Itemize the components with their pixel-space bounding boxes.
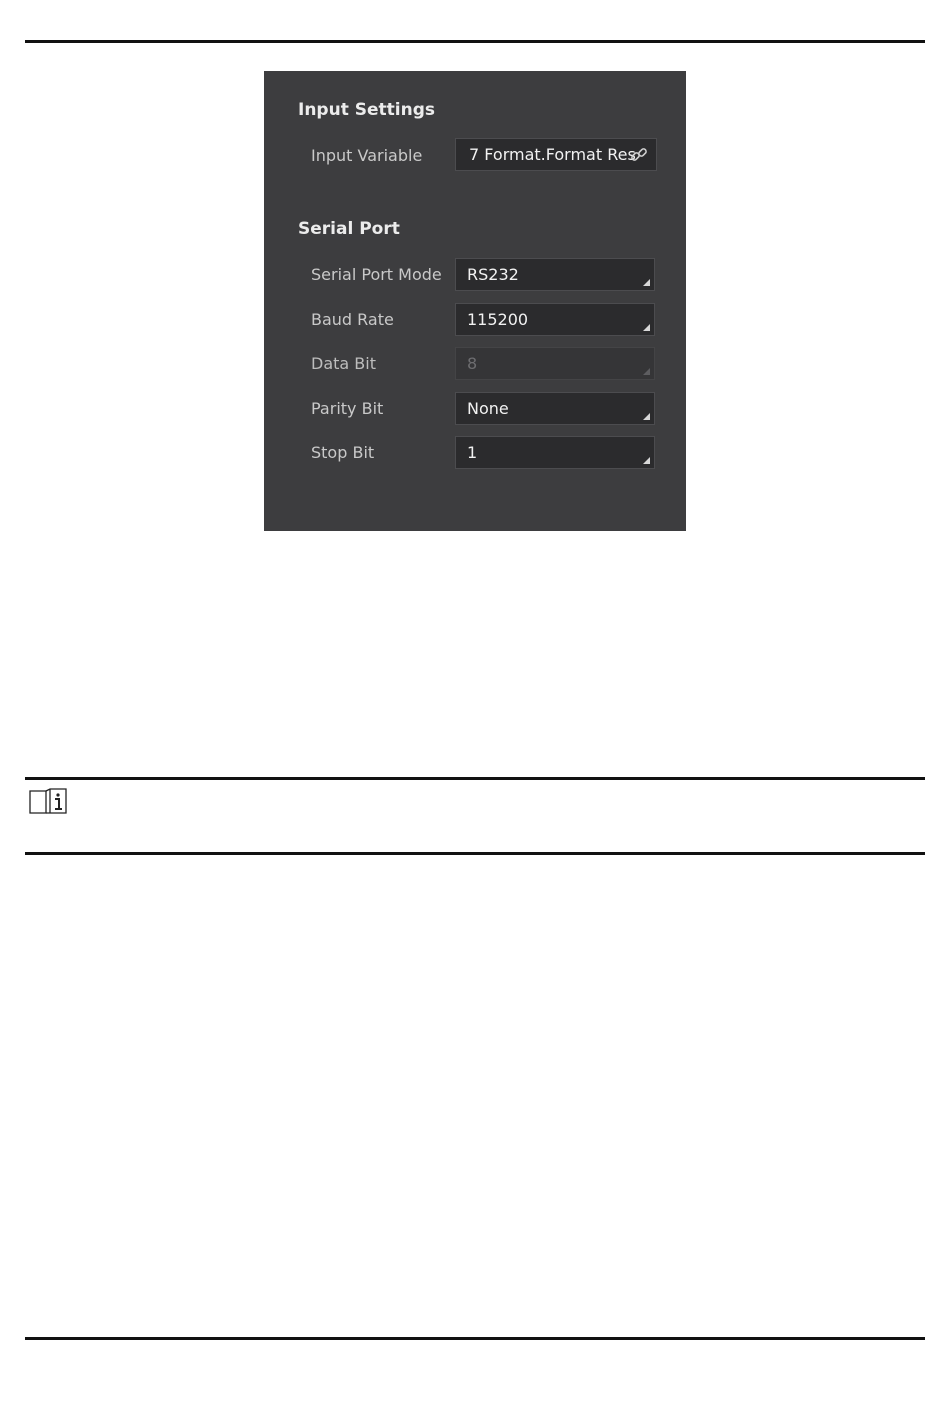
data-bit-select xyxy=(455,347,655,380)
settings-panel xyxy=(264,71,686,531)
serial-port-mode-select[interactable] xyxy=(455,258,655,291)
baud-rate-label: Baud Rate xyxy=(311,310,394,329)
data-bit-label: Data Bit xyxy=(311,354,376,373)
stop-bit-select[interactable] xyxy=(455,436,655,469)
note-top-rule xyxy=(25,777,925,780)
input-variable-value: 7 Format.Format Res xyxy=(469,145,636,164)
note-bottom-rule xyxy=(25,852,925,855)
stop-bit-label: Stop Bit xyxy=(311,443,375,462)
link-icon[interactable] xyxy=(630,146,648,164)
top-rule xyxy=(25,40,925,43)
dropdown-corner-icon xyxy=(643,368,650,375)
baud-rate-value: 115200 xyxy=(467,310,529,329)
input-variable-field[interactable] xyxy=(455,138,657,171)
data-bit-value: 8 xyxy=(467,354,478,373)
bottom-rule xyxy=(25,1337,925,1340)
stop-bit-value: 1 xyxy=(467,443,478,462)
dropdown-corner-icon xyxy=(643,324,650,331)
dropdown-corner-icon xyxy=(643,279,650,286)
baud-rate-select[interactable] xyxy=(455,303,655,336)
note-info-icon xyxy=(28,788,68,816)
serial-port-mode-value: RS232 xyxy=(467,265,519,284)
serial-port-mode-label: Serial Port Mode xyxy=(311,265,442,284)
parity-bit-label: Parity Bit xyxy=(311,399,384,418)
dropdown-corner-icon xyxy=(643,457,650,464)
dropdown-corner-icon xyxy=(643,413,650,420)
parity-bit-value: None xyxy=(467,399,509,418)
parity-bit-select[interactable] xyxy=(455,392,655,425)
input-variable-label: Input Variable xyxy=(311,146,423,165)
input-settings-title: Input Settings xyxy=(298,100,435,120)
serial-port-title: Serial Port xyxy=(298,219,400,239)
